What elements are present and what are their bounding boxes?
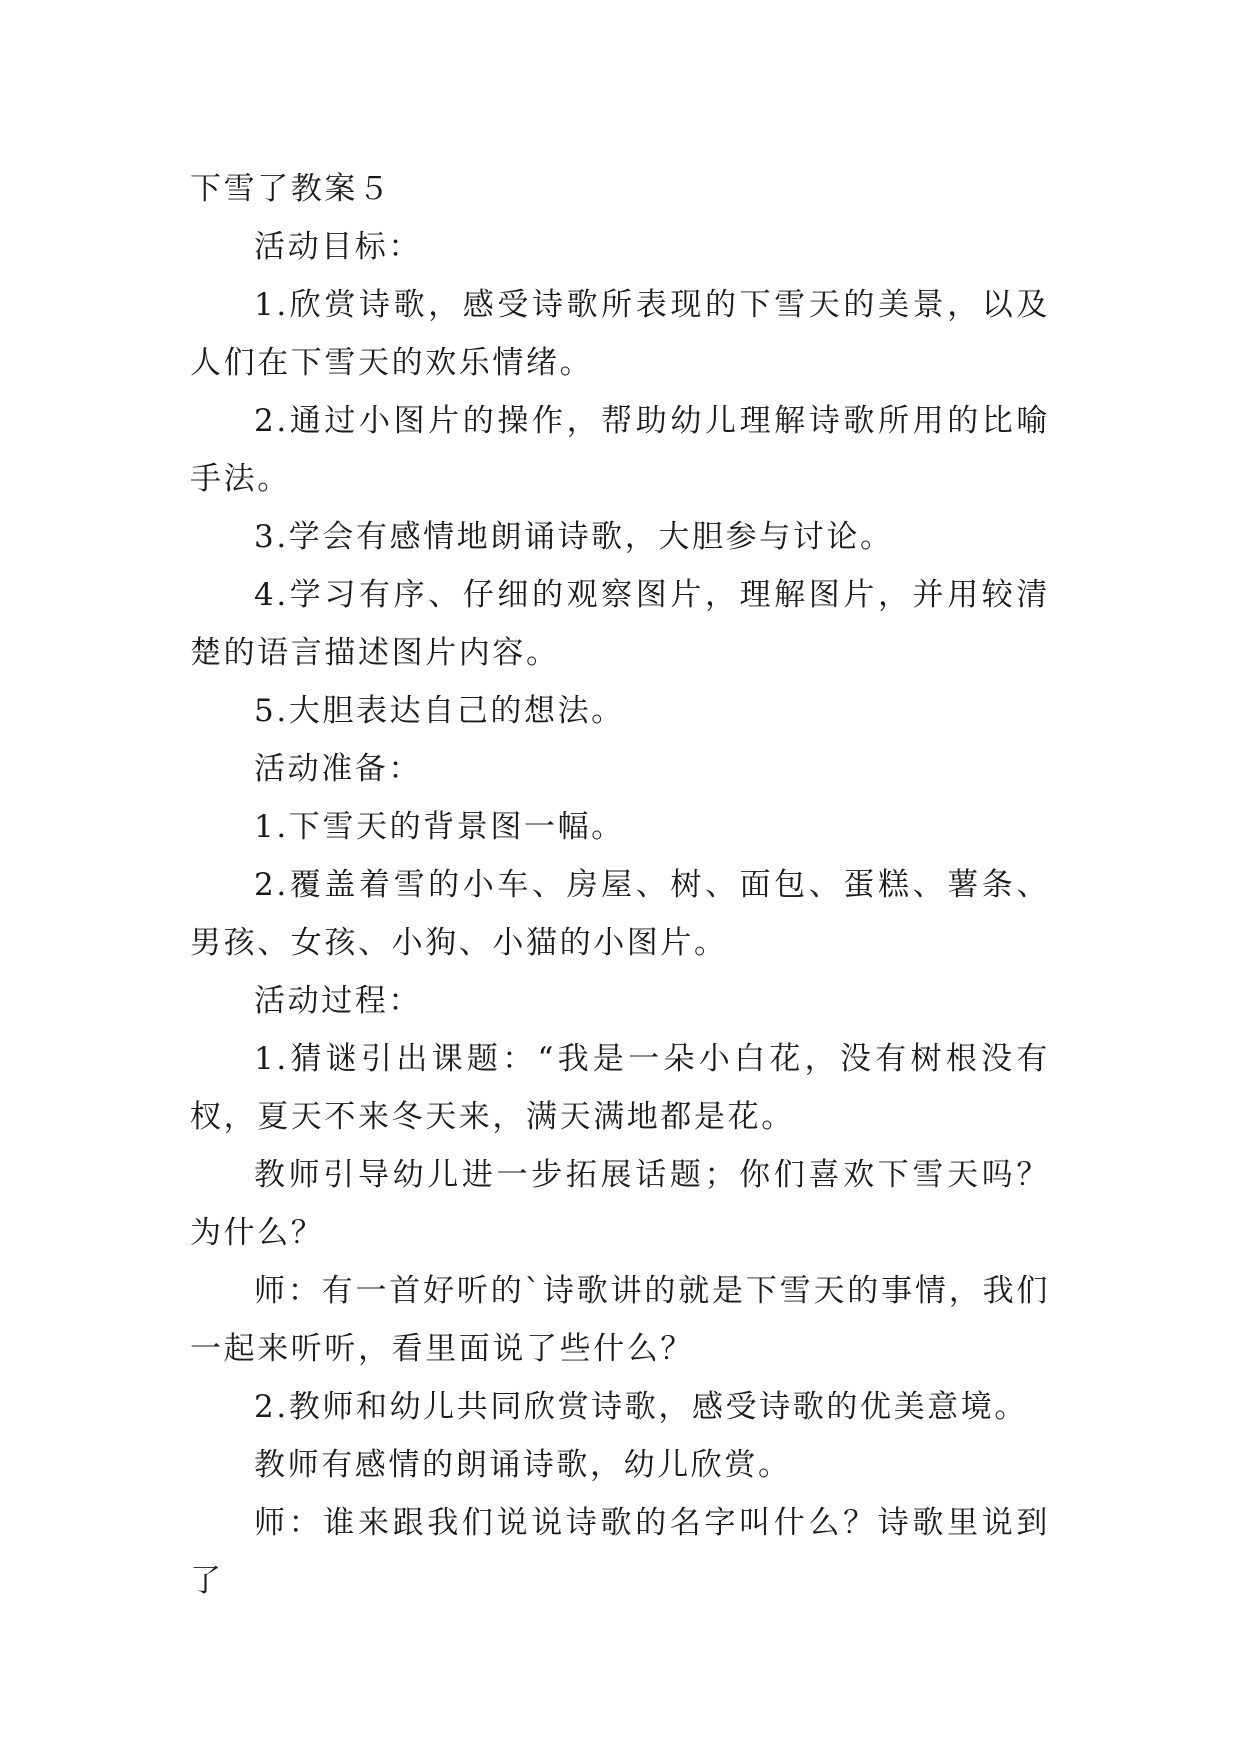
goal-item-1: 1.欣赏诗歌，感受诗歌所表现的下雪天的美景，以及人们在下雪天的欢乐情绪。	[190, 287, 1050, 381]
process-item-2: 2.教师和幼儿共同欣赏诗歌，感受诗歌的优美意境。	[254, 1389, 1028, 1425]
process-paragraph: 师：谁来跟我们说说诗歌的名字叫什么？诗歌里说到了	[190, 1505, 1050, 1599]
process-paragraph: 教师引导幼儿进一步拓展话题；你们喜欢下雪天吗？为什么？	[190, 1157, 1050, 1251]
section-heading-process: 活动过程：	[254, 983, 422, 1019]
goal-item-4: 4.学习有序、仔细的观察图片，理解图片，并用较清楚的语言描述图片内容。	[190, 577, 1050, 671]
section-heading-preparation: 活动准备：	[254, 751, 422, 787]
preparation-item-1: 1.下雪天的背景图一幅。	[254, 809, 625, 845]
document-body	[190, 160, 1050, 1610]
document-title: 下雪了教案５	[190, 171, 392, 207]
process-item-1: 1.猜谜引出课题：“我是一朵小白花，没有树根没有杈，夏天不来冬天来，满天满地都是花。	[190, 1041, 1050, 1135]
goal-item-2: 2.通过小图片的操作，帮助幼儿理解诗歌所用的比喻手法。	[190, 403, 1050, 497]
section-heading-goals: 活动目标：	[254, 229, 422, 265]
process-paragraph: 师：有一首好听的`诗歌讲的就是下雪天的事情，我们一起来听听，看里面说了些什么？	[190, 1273, 1050, 1367]
preparation-item-2: 2.覆盖着雪的小车、房屋、树、面包、蛋糕、薯条、男孩、女孩、小狗、小猫的小图片。	[190, 867, 1050, 961]
goal-item-5: 5.大胆表达自己的想法。	[254, 693, 625, 729]
process-paragraph: 教师有感情的朗诵诗歌，幼儿欣赏。	[254, 1447, 792, 1483]
goal-item-3: 3.学会有感情地朗诵诗歌，大胆参与讨论。	[254, 519, 894, 555]
